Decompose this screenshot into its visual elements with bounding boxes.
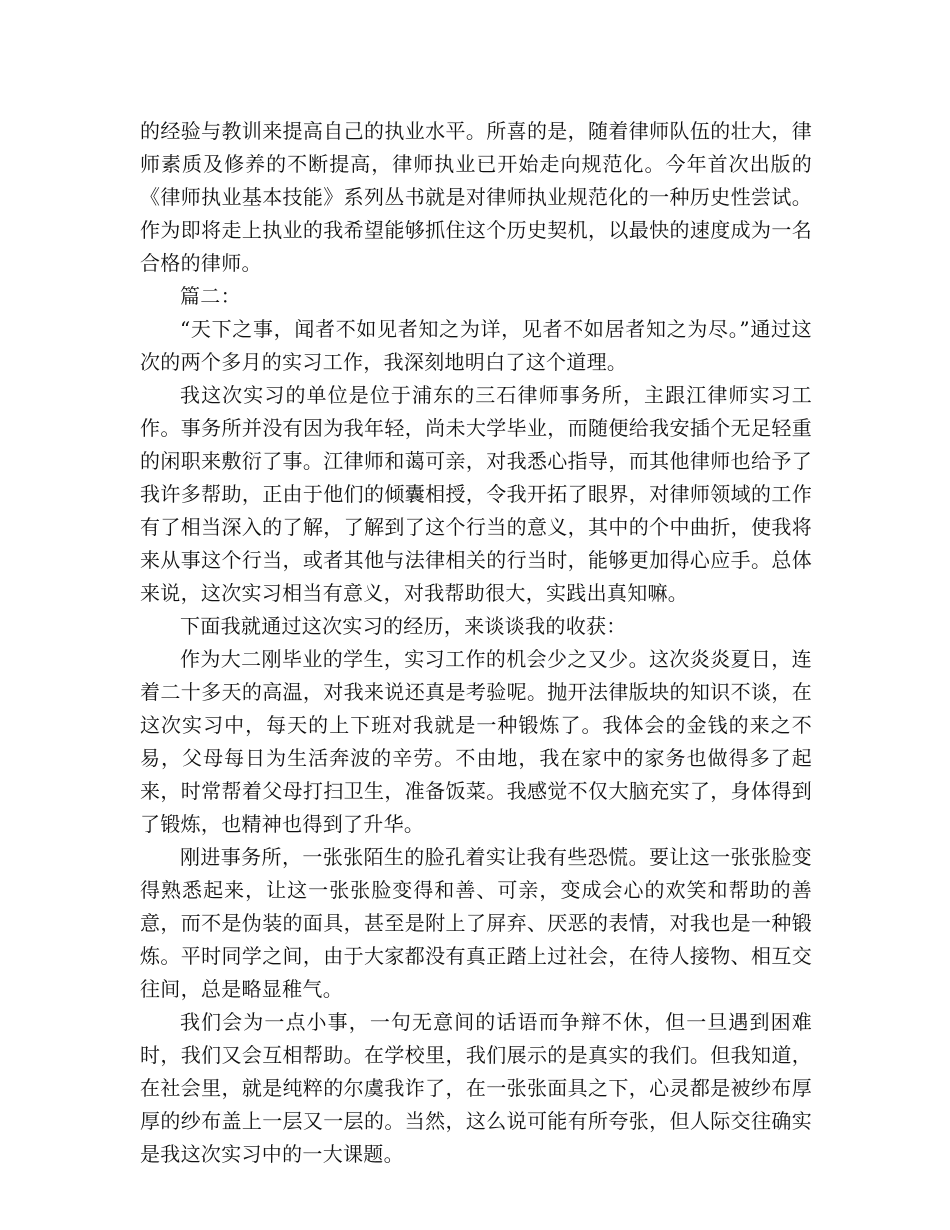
paragraph-quote: “天下之事，闻者不如见者知之为详，见者不如居者知之为尽。”通过这次的两个多月的实习工作，我深刻地明白了这个道理。 [140,317,812,374]
paragraph-social-relations: 我们会为一点小事，一句无意间的话语而争辩不休，但一旦遇到困难时，我们又会互相帮助。在学校里，我们展示的是真实的我们。但我知道，在社会里，就是纯粹的尔虞我诈了，在一张张面具之下，心灵都是被纱布厚厚的纱布盖上一层又一层的。当然，这么说可能有所夸张，但人际交往确实是我这次实习中的一大课题。 [140,1010,812,1166]
document-body [140,115,812,1171]
paragraph-continuation: 的经验与教训来提高自己的执业水平。所喜的是，随着律师队伍的壮大，律师素质及修养的不断提高，律师执业已开始走向规范化。今年首次出版的《律师执业基本技能》系列丛书就是对律师执业规范化的一种历史性尝试。作为即将走上执业的我希望能够抓住这个历史契机，以最快的速度成为一名合格的律师。 [140,119,812,275]
paragraph-internship-unit: 我这次实习的单位是位于浦东的三石律师事务所，主跟江律师实习工作。事务所并没有因为我年轻，尚未大学毕业，而随便给我安插个无足轻重的闲职来敷衍了事。江律师和蔼可亲，对我悉心指导，而其他律师也给予了我许多帮助，正由于他们的倾囊相授，令我开拓了眼界，对律师领域的工作有了相当深入的了解，了解到了这个行当的意义，其中的个中曲折，使我将来从事这个行当，或者其他与法律相关的行当时，能够更加得心应手。总体来说，这次实习相当有意义，对我帮助很大，实践出真知嘛。 [140,383,812,605]
paragraph-summer-work: 作为大二刚毕业的学生，实习工作的机会少之又少。这次炎炎夏日，连着二十多天的高温，对我来说还真是考验呢。抛开法律版块的知识不谈，在这次实习中，每天的上下班对我就是一种锻炼了。我体会的金钱的来之不易，父母每日为生活奔波的辛劳。不由地，我在家中的家务也做得多了起来，时常帮着父母打扫卫生，准备饭菜。我感觉不仅大脑充实了，身体得到了锻炼，也精神也得到了升华。 [140,647,812,836]
paragraph-gains-intro: 下面我就通过这次实习的经历，来谈谈我的收获： [180,614,627,638]
section-heading-part-two: 篇二： [180,284,241,308]
paragraph-first-day: 刚进事务所，一张张陌生的脸孔着实让我有些恐慌。要让这一张张脸变得熟悉起来，让这一张张脸变得和善、可亲，变成会心的欢笑和帮助的善意，而不是伪装的面具，甚至是附上了屏弃、厌恶的表情，对我也是一种锻炼。平时同学之间，由于大家都没有真正踏上过社会，在待人接物、相互交往间，总是略显稚气。 [140,845,812,1001]
